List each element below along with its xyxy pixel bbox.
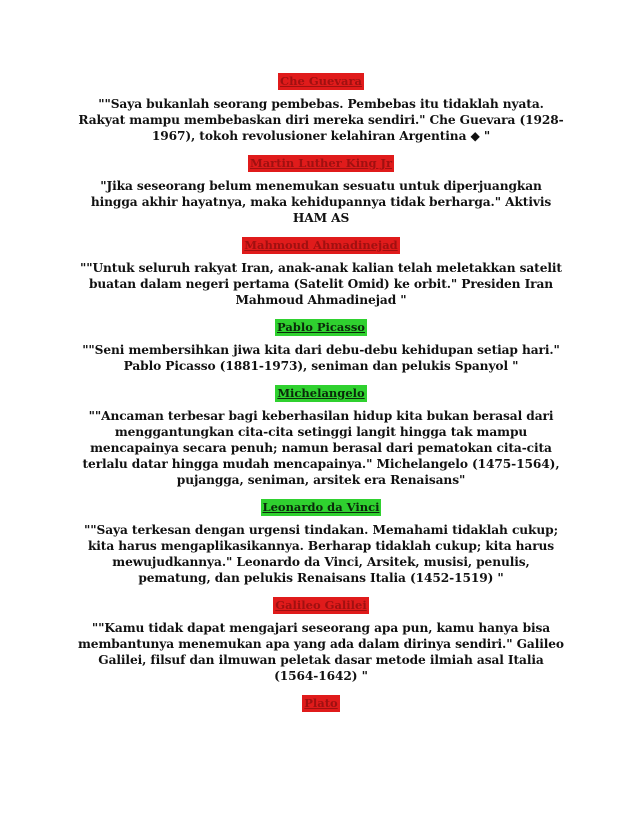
section-heading-row (78, 316, 564, 336)
section-heading-martin-luther-king[interactable]: Martin Luther King Jr (249, 156, 393, 170)
quote-michelangelo: ""Ancaman terbesar bagi keberhasilan hidup kita bukan berasal dari menggantungkan cita-cita setinggi langit hingga tak mampu mencapainya secara penuh; namun berasal dari pematokan cita-cita terlalu datar hingga mudah mencapainya." Michelangelo (1475-1564), pujangga, seniman, arsitek era Renaisans" (82, 409, 560, 487)
section-heading-row (78, 496, 564, 516)
quote-leonardo-da-vinci: ""Saya terkesan dengan urgensi tindakan. Memahami tidaklah cukup; kita harus mengaplikasikannya. Berharap tidaklah cukup; kita harus mewujudkannya." Leonardo da Vinci, Arsitek, musisi, penulis, pematung, dan pelukis Renaisans Italia (1452-1519) " (84, 523, 558, 585)
section-heading-pablo-picasso[interactable]: Pablo Picasso (277, 320, 365, 334)
quote-martin-luther-king: "Jika seseorang belum menemukan sesuatu untuk diperjuangkan hingga akhir hayatnya, maka kehidupannya tidak berharga." Aktivis HAM AS (90, 179, 552, 225)
quote-column (78, 70, 564, 712)
quote-pablo-picasso: ""Seni membersihkan jiwa kita dari debu-debu kehidupan setiap hari." Pablo Picasso (1881-1973), seniman dan pelukis Spanyol " (82, 343, 560, 373)
section-heading-row (78, 594, 564, 614)
section-heading-row (78, 152, 564, 172)
section-heading-row (78, 234, 564, 254)
section-heading-plato[interactable]: Plato (304, 696, 338, 710)
quote-galileo-galilei: ""Kamu tidak dapat mengajari seseorang apa pun, kamu hanya bisa membantunya menemukan apa yang ada dalam dirinya sendiri." Galileo Galilei, filsuf dan ilmuwan peletak dasar metode ilmiah asal Italia (1564-1642) " (78, 621, 564, 683)
section-heading-che-guevara[interactable]: Che Guevara (280, 74, 362, 88)
quote-ahmadinejad: ""Untuk seluruh rakyat Iran, anak-anak kalian telah meletakkan satelit buatan dalam negeri pertama (Satelit Omid) ke orbit." Presiden Iran Mahmoud Ahmadinejad " (80, 261, 562, 307)
section-heading-row (78, 70, 564, 90)
section-heading-michelangelo[interactable]: Michelangelo (277, 386, 365, 400)
section-heading-ahmadinejad[interactable]: Mahmoud Ahmadinejad (244, 238, 398, 252)
section-heading-row (78, 692, 564, 712)
section-heading-leonardo-da-vinci[interactable]: Leonardo da Vinci (262, 500, 380, 514)
quote-che-guevara: ""Saya bukanlah seorang pembebas. Pembebas itu tidaklah nyata. Rakyat mampu membebaskan diri mereka sendiri." Che Guevara (1928-1967), tokoh revolusioner kelahiran Argentina ◆ " (78, 97, 564, 143)
section-heading-galileo-galilei[interactable]: Galileo Galilei (275, 598, 367, 612)
section-heading-row (78, 382, 564, 402)
